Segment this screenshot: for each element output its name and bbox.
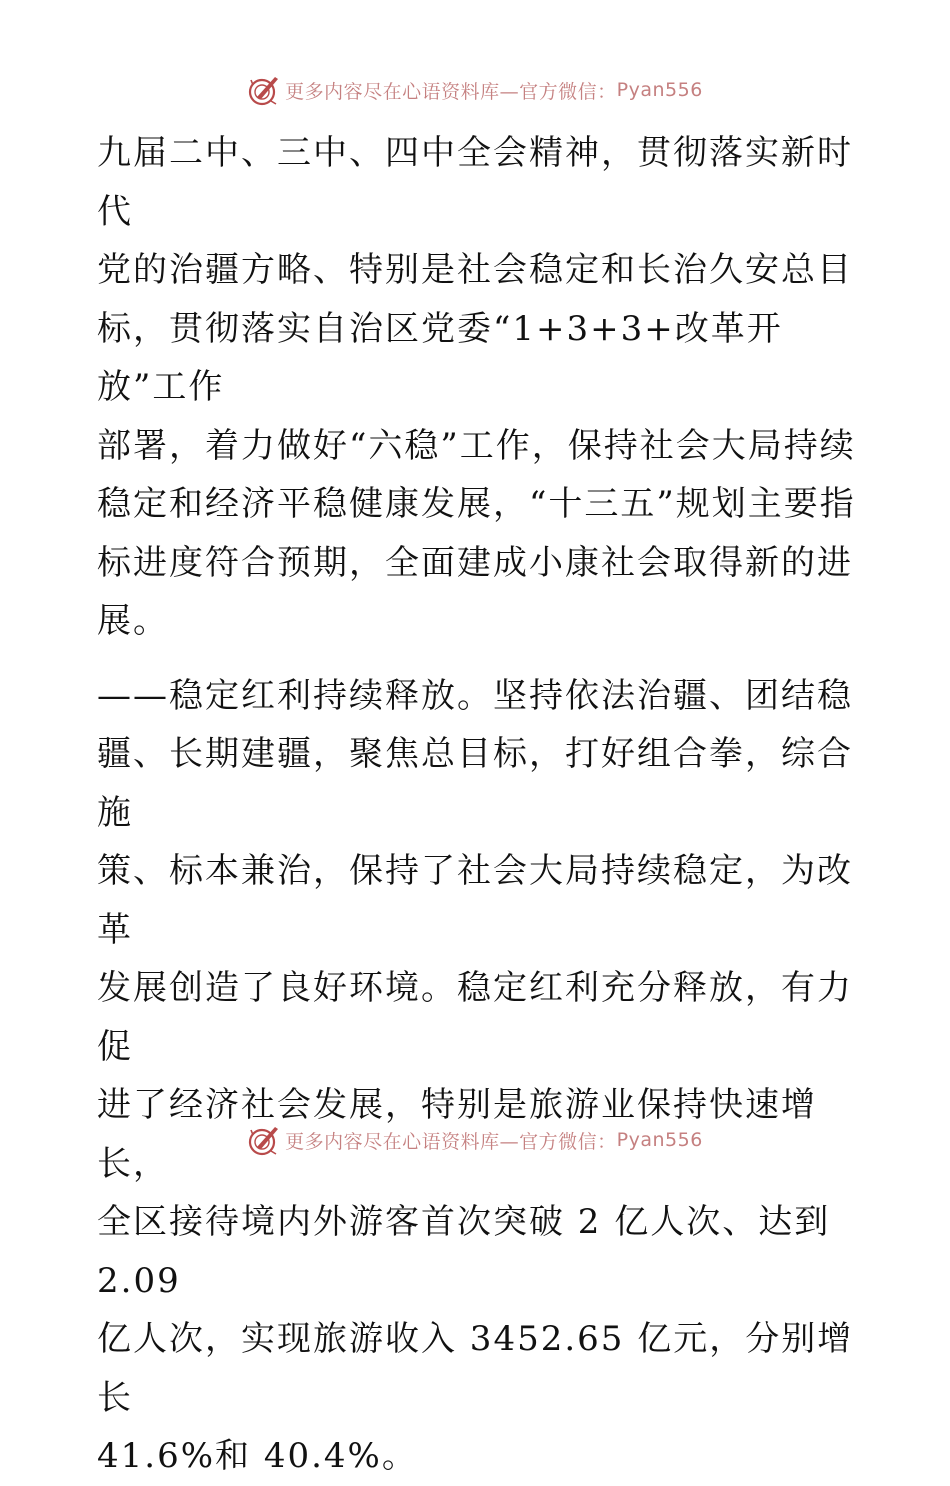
watermark-text: 更多内容尽在心语资料库—官方微信： <box>285 80 617 103</box>
document-body <box>97 124 857 1486</box>
body-paragraph: 九届二中、三中、四中全会精神，贯彻落实新时代 党的治疆方略、特别是社会稳定和长治久安总目 标，贯彻落实自治区党委“1+3+3+改革开放”工作 部署，着力做好“六稳”工作，保持社会大局持续 稳定和经济平稳健康发展，“十三五”规划主要指 标进度符合预期，全面建成小康社会取得新的进 展。 <box>97 133 856 641</box>
watermark-text: 更多内容尽在心语资料库—官方微信： <box>285 1130 617 1153</box>
body-paragraph: ——稳定红利持续释放。坚持依法治疆、团结稳 疆、长期建疆，聚焦总目标，打好组合拳，综合施 策、标本兼治，保持了社会大局持续稳定，为改革 发展创造了良好环境。稳定红利充分释放，有力促 进了经济社会发展，特别是旅游业保持快速增长， 全区接待境内外游客首次突破 2 亿人次、达到 2.09 亿人次，实现旅游收入 3452.65 亿元，分别增长 41.6%和 40.4%。 <box>97 675 854 1476</box>
header-watermark <box>0 70 950 110</box>
watermark-wechat-id: Pyan556 <box>616 1129 703 1151</box>
quill-seal-logo-icon <box>247 73 281 107</box>
watermark-wechat-id: Pyan556 <box>616 79 703 101</box>
footer-watermark <box>0 1120 950 1160</box>
quill-seal-logo-icon <box>247 1123 281 1157</box>
